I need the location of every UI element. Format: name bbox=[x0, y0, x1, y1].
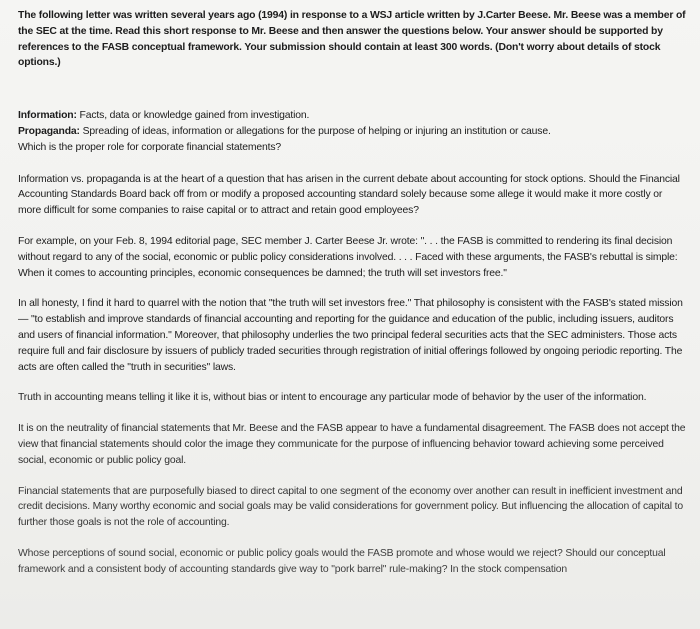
assignment-instructions: The following letter was written several years ago (1994) in response to a WSJ article written by J.Carter Beese. Mr. Beese was a member of the SEC at the time. Read this short response to Mr. Beese and then answer the questions below. Your answer should be supported by references to the FASB conceptual framework. Your submission should contain at least 300 words. (Don't worry about details of stock options.) bbox=[18, 10, 686, 69]
paragraph-neutrality: It is on the neutrality of financial statements that Mr. Beese and the FASB appear to have a fundamental disagreement. The FASB does not accept the view that financial statements should color the image they communicate for the purpose of influencing behavior toward achieving some perceived social, economic or public policy goal. bbox=[18, 423, 686, 466]
information-term: Information: bbox=[18, 110, 77, 122]
paragraph-truth-in-accounting: Truth in accounting means telling it like it is, without bias or intent to encourage any particular mode of behavior by the user of the information. bbox=[18, 392, 647, 404]
propaganda-term: Propaganda: bbox=[18, 125, 80, 137]
information-text: Facts, data or knowledge gained from investigation. bbox=[76, 110, 310, 122]
document-body bbox=[18, 8, 686, 593]
paragraph-information-vs-propaganda: Information vs. propaganda is at the heart of a question that has arisen in the current debate about accounting for stock options. Should the Financial Accounting Standards Board back off from or modify a proposed accounting standard solely because some allege it would make it more costly or more difficult for some companies to raise capital or to attract and retain good employees? bbox=[18, 173, 680, 217]
information-definition bbox=[18, 108, 686, 124]
propaganda-definition bbox=[18, 124, 686, 140]
paragraph-whose-perceptions: Whose perceptions of sound social, economic or public policy goals would the FASB promote and whose would we reject? Should our conceptual framework and a consistent body of accounting standards give way to "pork barrel" rule-making? In the stock compensation bbox=[18, 547, 666, 575]
role-question: Which is the proper role for corporate financial statements? bbox=[18, 141, 282, 153]
paragraph-truth-sets-free: In all honesty, I find it hard to quarrel with the notion that "the truth will set investors free." That philosophy is consistent with the FASB's stated mission— "to establish and improve standards of financial accounting and reporting for the guidance and education of the public, including issuers, auditors and users of financial information." Moreover, that philosophy underlies the two principal federal securities acts that the SEC administers. Those acts require full and fair disclosure by issuers of publicly traded securities through registration of initial offerings followed by ongoing periodic reporting. The acts are often called the "truth in securities" laws. bbox=[18, 298, 683, 373]
propaganda-text: Spreading of ideas, information or allegations for the purpose of helping or injuring an institution or cause. bbox=[79, 125, 551, 137]
paragraph-beese-quote: For example, on your Feb. 8, 1994 editorial page, SEC member J. Carter Beese Jr. wrote: ". . . the FASB is committed to rendering its final decision without regard to any of the social, economic or public policy considerations involved. . . . Faced with these arguments, the FASB's rebuttal is simple: When it comes to accounting principles, economic consequences be damned; the truth will set investors free." bbox=[18, 235, 678, 279]
paragraph-biased-statements: Financial statements that are purposefully biased to direct capital to one segment of the economy over another can result in inefficient investment and credit decisions. Many worthy economic and social goals may be valid considerations for government policy. But influencing the allocation of capital to further those goals is not the role of accounting. bbox=[18, 485, 684, 529]
definitions-block bbox=[18, 108, 686, 155]
